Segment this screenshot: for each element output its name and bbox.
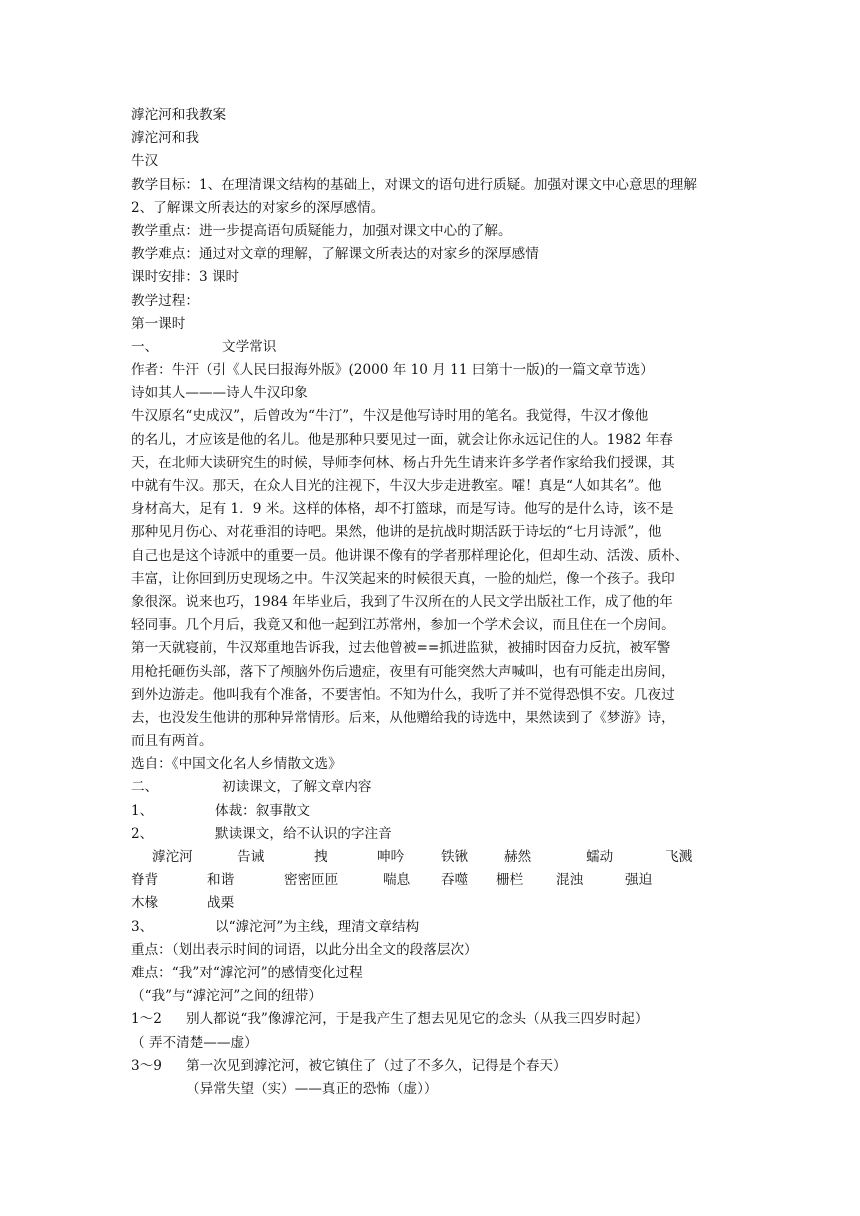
vocab-row <box>131 869 741 892</box>
section-two-number: 二、 <box>131 779 159 796</box>
vocab-word: 喘息 <box>383 872 411 889</box>
essay-line: 而且有两首。 <box>131 733 213 750</box>
schedule: 课时安排：3 课时 <box>131 269 240 286</box>
vocab-word: 滹沱河 <box>152 849 193 866</box>
essay-title: 诗如其人———诗人牛汉印象 <box>131 385 308 402</box>
teaching-process: 教学过程： <box>131 292 199 309</box>
vocab-row <box>131 892 741 915</box>
focus-note: 重点：（划出表示时间的词语，以此分出全文的段落层次） <box>131 941 478 958</box>
essay-line: 轻同事。几个月后，我竟又和他一起到江苏常州，参加一个学术会议，而且住在一个房间。 <box>131 617 675 634</box>
essay-line: 用枪托砸伤头部，落下了颅脑外伤后遗症，夜里有可能突然大声喊叫，也有可能走出房间， <box>131 663 675 680</box>
part-1 <box>131 1008 741 1031</box>
essay-paragraph <box>131 405 741 753</box>
item-2 <box>131 823 741 846</box>
part-1-range: 1～2 <box>131 1011 162 1028</box>
item-1-text: 体裁：叙事散文 <box>215 802 311 819</box>
vocab-word: 呻吟 <box>377 849 405 866</box>
essay-line: 那种见月伤心、对花垂泪的诗吧。果然，他讲的是抗战时期活跃于诗坛的“七月诗派”，他 <box>131 524 662 541</box>
lesson-title: 滹沱河和我 <box>131 130 199 147</box>
vocab-word: 混浊 <box>556 872 584 889</box>
teaching-goal-1 <box>131 174 741 197</box>
part-2-note: （异常失望（实）——真正的恐怖（虚）） <box>186 1080 438 1097</box>
part-2 <box>131 1055 741 1078</box>
part-1-note: （ 弄不清楚——虚） <box>131 1034 258 1051</box>
essay-line: 丰富，让你回到历史现场之中。牛汉笑起来的时候很天真，一脸的灿烂，像一个孩子。我印 <box>131 570 675 587</box>
vocab-word: 飞溅 <box>665 849 693 866</box>
difficulty: 教学难点：通过对文章的理解，了解课文所表达的对家乡的深厚感情 <box>131 246 539 263</box>
essay-line: 天，在北师大读研究生的时候，导师李何林、杨占升先生请来许多学者作家给我们授课，其 <box>131 454 675 471</box>
essay-line: 去，也没发生他讲的那种异常情形。后来，从他赠给我的诗选中，果然读到了《梦游》诗， <box>131 709 675 726</box>
section-one-title: 文学常识 <box>222 338 277 355</box>
essay-line: 牛汉原名“史成汉”，后曾改为“牛汀”，牛汉是他写诗时用的笔名。我觉得，牛汉才像他 <box>131 408 649 425</box>
vocab-word: 栅栏 <box>496 872 524 889</box>
item-1-number: 1、 <box>131 802 154 819</box>
item-1 <box>131 800 741 823</box>
document-page <box>131 104 741 1101</box>
teaching-goal-1-text: 教学目标：1、在理清课文结构的基础上，对课文的语句进行质疑。加强对课文中心意思的理解 <box>131 176 697 193</box>
essay-line: 自己也是这个诗派中的重要一员。他讲课不像有的学者那样理论化，但却生动、活泼、质朴、 <box>131 547 689 564</box>
source-line: 作者：牛汗（引《人民曰报海外版》(2000 年 10 月 11 曰第十一版)的一篇文章节选） <box>131 362 654 379</box>
essay-line: 第一天就寝前，牛汉郑重地告诉我，过去他曾被==抓进监狱，被捕时因奋力反抗，被军警 <box>131 640 671 657</box>
item-2-number: 2、 <box>131 825 154 842</box>
item-3-number: 3、 <box>131 918 154 935</box>
part-1-text: 别人都说“我”像滹沱河，于是我产生了想去见见它的念头（从我三四岁时起） <box>186 1011 649 1028</box>
bond-note: （“我”与“滹沱河”之间的纽带） <box>131 988 322 1005</box>
essay-line: 到外边游走。他叫我有个准备，不要害怕。不知为什么，我听了并不觉得恐惧不安。几夜过 <box>131 686 675 703</box>
part-2-text: 第一次见到滹沱河，被它镇住了（过了不多久，记得是个春天） <box>186 1057 567 1074</box>
vocab-word: 蠕动 <box>586 849 614 866</box>
key-point: 教学重点：进一步提高语句质疑能力，加强对课文中心的了解。 <box>131 222 512 239</box>
vocab-word: 赫然 <box>504 849 532 866</box>
item-3 <box>131 916 741 939</box>
vocab-word: 脊背 <box>131 872 159 889</box>
vocab-word: 拽 <box>314 849 328 866</box>
vocab-word: 战栗 <box>207 895 235 912</box>
vocab-word: 密密匝匝 <box>284 872 339 889</box>
document-title: 滹沱河和我教案 <box>131 107 227 123</box>
vocab-word: 和谐 <box>207 872 235 889</box>
vocab-row <box>131 846 741 869</box>
vocab-word: 强迫 <box>625 872 653 889</box>
section-one-number: 一、 <box>131 338 159 355</box>
lesson-one-heading: 第一课时 <box>131 315 186 332</box>
section-two-heading <box>131 776 741 799</box>
item-2-text: 默读课文，给不认识的字注音 <box>215 825 392 842</box>
essay-line: 象很深。说来也巧，1984 年毕业后，我到了牛汉所在的人民文学出版社工作，成了他的年 <box>131 593 673 610</box>
vocab-word: 木椽 <box>131 895 159 912</box>
teaching-goal-2: 2、了解课文所表达的对家乡的深厚感情。 <box>131 199 385 216</box>
item-3-text: 以“滹沱河”为主线，理清文章结构 <box>215 918 420 935</box>
essay-line: 身材高大，足有 1．9 米。这样的体格，却不打篮球，而是写诗。他写的是什么诗，该不是 <box>131 501 674 518</box>
section-two-title: 初读课文，了解文章内容 <box>222 779 372 796</box>
vocab-word: 铁锹 <box>441 849 469 866</box>
vocab-word: 告诫 <box>237 849 265 866</box>
essay-line: 中就有牛汉。那天，在众人目光的注视下，牛汉大步走进教室。嚯！真是“人如其名”。他 <box>131 478 662 495</box>
excerpt-source: 选自：《中国文化名人乡情散文选》 <box>131 756 342 773</box>
essay-line: 的名儿，才应该是他的名儿。他是那种只要见过一面，就会让你永远记住的人。1982 年春 <box>131 431 673 448</box>
section-one-heading <box>131 336 741 359</box>
difficulty-note: 难点：“我”对“滹沱河”的感情变化过程 <box>131 964 363 981</box>
part-2-range: 3～9 <box>131 1057 162 1074</box>
vocab-word: 吞噬 <box>441 872 469 889</box>
author-name: 牛汉 <box>131 153 159 170</box>
